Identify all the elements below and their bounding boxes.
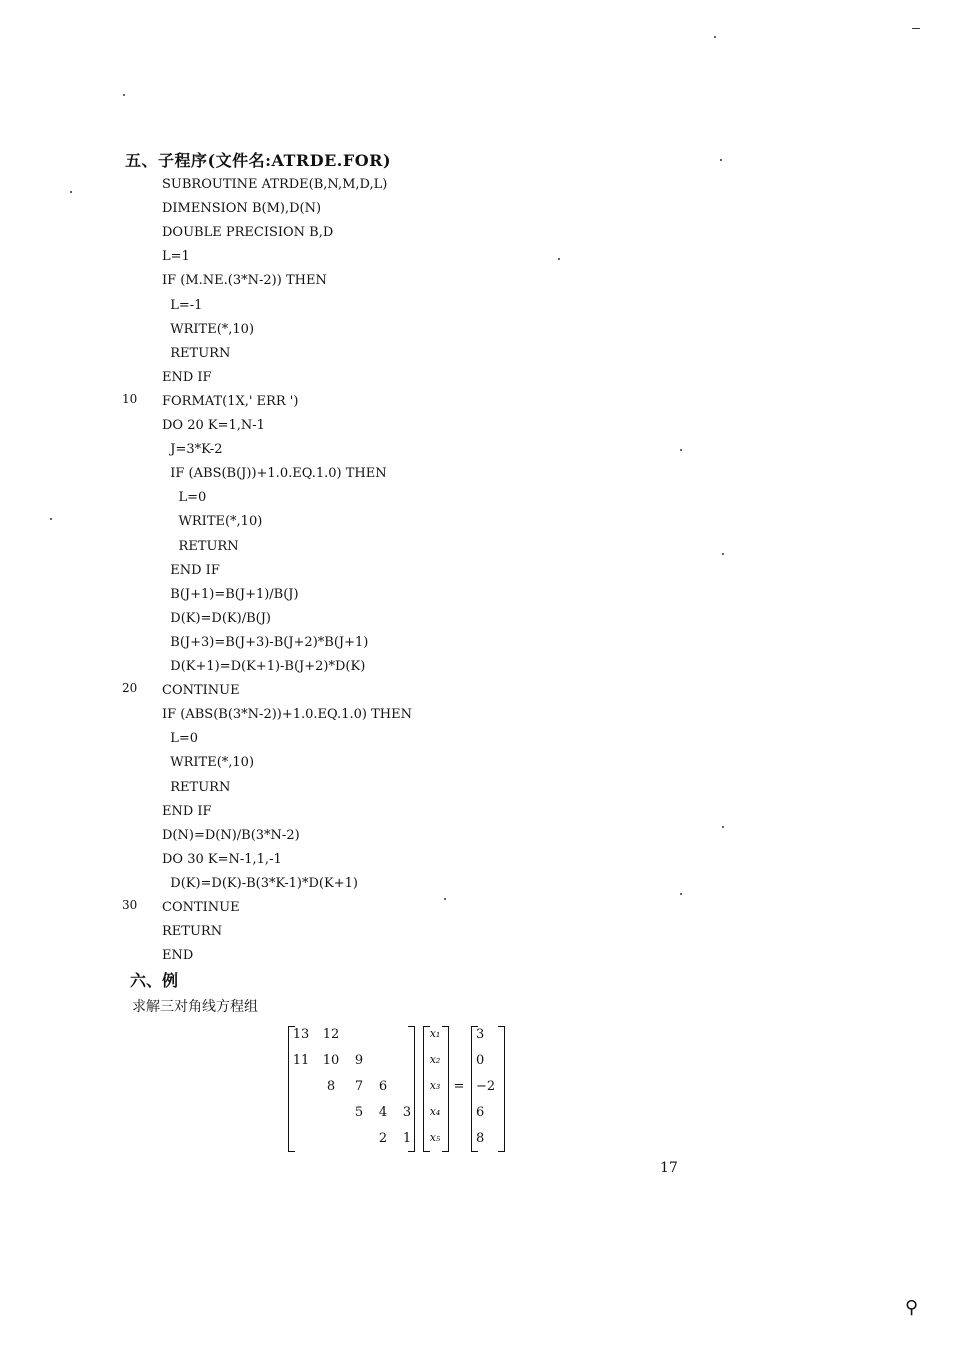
matrix-cell: 8 bbox=[326, 1079, 336, 1094]
equals-sign: = bbox=[453, 1079, 465, 1094]
code-line: B(J+3)=B(J+3)-B(J+2)*B(J+1) bbox=[162, 635, 369, 650]
page-number: 17 bbox=[660, 1160, 678, 1176]
code-line: RETURN bbox=[162, 346, 231, 361]
code-line: L=1 bbox=[162, 249, 190, 264]
matrix-cell: 5 bbox=[354, 1105, 364, 1120]
code-line: DOUBLE PRECISION B,D bbox=[162, 225, 334, 240]
scan-speck bbox=[722, 826, 724, 828]
code-line: END IF bbox=[162, 563, 220, 578]
x-vector-entry: x₄ bbox=[429, 1105, 441, 1118]
scan-speck bbox=[444, 898, 446, 900]
code-line: D(K)=D(K)/B(J) bbox=[162, 611, 272, 626]
example-title: 六、例 bbox=[130, 971, 179, 990]
code-line: CONTINUE bbox=[162, 900, 240, 915]
rhs-vector-entry: 3 bbox=[476, 1027, 485, 1042]
matrix-cell: 9 bbox=[354, 1053, 364, 1068]
code-line: J=3*K-2 bbox=[162, 442, 223, 457]
scan-speck bbox=[680, 449, 682, 451]
corner-mark-icon: ⚲ bbox=[905, 1297, 919, 1318]
scan-speck bbox=[50, 518, 52, 520]
scan-speck bbox=[558, 258, 560, 260]
statement-label: 10 bbox=[122, 392, 138, 406]
rhs-vector-right-bracket bbox=[498, 1026, 505, 1152]
x-vector-entry: x₅ bbox=[429, 1131, 441, 1144]
code-line: IF (ABS(B(J))+1.0.EQ.1.0) THEN bbox=[162, 466, 387, 481]
code-line: D(N)=D(N)/B(3*N-2) bbox=[162, 828, 300, 843]
code-line: SUBROUTINE ATRDE(B,N,M,D,L) bbox=[162, 177, 388, 192]
scan-speck bbox=[70, 191, 72, 193]
code-line: END bbox=[162, 948, 194, 963]
code-line: RETURN bbox=[162, 780, 231, 795]
matrix-cell: 4 bbox=[378, 1105, 388, 1120]
matrix-cell: 6 bbox=[378, 1079, 388, 1094]
matrix-left-bracket bbox=[288, 1026, 295, 1152]
matrix-cell: 7 bbox=[354, 1079, 364, 1094]
scan-speck bbox=[722, 553, 724, 555]
rhs-vector-entry: 8 bbox=[476, 1131, 485, 1146]
matrix-cell: 1 bbox=[402, 1131, 412, 1146]
matrix-cell: 11 bbox=[292, 1053, 310, 1068]
scan-speck bbox=[720, 159, 722, 161]
rhs-vector-entry: −2 bbox=[476, 1079, 496, 1094]
code-line: DO 20 K=1,N-1 bbox=[162, 418, 265, 433]
code-line: IF (ABS(B(3*N-2))+1.0.EQ.1.0) THEN bbox=[162, 707, 412, 722]
statement-label: 30 bbox=[122, 898, 138, 912]
code-line: END IF bbox=[162, 804, 212, 819]
code-line: IF (M.NE.(3*N-2)) THEN bbox=[162, 273, 327, 288]
code-line: FORMAT(1X,' ERR ') bbox=[162, 394, 299, 409]
matrix-cell: 12 bbox=[322, 1027, 340, 1042]
scan-speck bbox=[912, 28, 920, 29]
code-line: L=-1 bbox=[162, 298, 203, 313]
code-line: RETURN bbox=[162, 924, 223, 939]
code-line: WRITE(*,10) bbox=[162, 755, 255, 770]
statement-label: 20 bbox=[122, 681, 138, 695]
code-line: WRITE(*,10) bbox=[162, 514, 263, 529]
code-line: DIMENSION B(M),D(N) bbox=[162, 201, 322, 216]
code-line: WRITE(*,10) bbox=[162, 322, 255, 337]
code-line: D(K)=D(K)-B(3*K-1)*D(K+1) bbox=[162, 876, 358, 891]
rhs-vector-entry: 6 bbox=[476, 1105, 485, 1120]
code-line: DO 30 K=N-1,1,-1 bbox=[162, 852, 282, 867]
code-line: END IF bbox=[162, 370, 212, 385]
example-description: 求解三对角线方程组 bbox=[132, 999, 258, 1015]
code-line: CONTINUE bbox=[162, 683, 240, 698]
code-line: D(K+1)=D(K+1)-B(J+2)*D(K) bbox=[162, 659, 366, 674]
rhs-vector-entry: 0 bbox=[476, 1053, 485, 1068]
code-line: B(J+1)=B(J+1)/B(J) bbox=[162, 587, 299, 602]
section-title: 五、子程序(文件名:ATRDE.FOR) bbox=[125, 151, 392, 170]
scan-speck bbox=[714, 36, 716, 38]
matrix-cell: 3 bbox=[402, 1105, 412, 1120]
code-line: L=0 bbox=[162, 731, 199, 746]
scan-speck bbox=[680, 893, 682, 895]
scan-speck bbox=[123, 94, 125, 96]
x-vector-entry: x₁ bbox=[429, 1027, 441, 1040]
code-line: L=0 bbox=[162, 490, 207, 505]
matrix-cell: 13 bbox=[292, 1027, 310, 1042]
code-line: RETURN bbox=[162, 539, 239, 554]
x-vector-entry: x₂ bbox=[429, 1053, 441, 1066]
x-vector-entry: x₃ bbox=[429, 1079, 441, 1092]
matrix-cell: 2 bbox=[378, 1131, 388, 1146]
matrix-cell: 10 bbox=[322, 1053, 340, 1068]
